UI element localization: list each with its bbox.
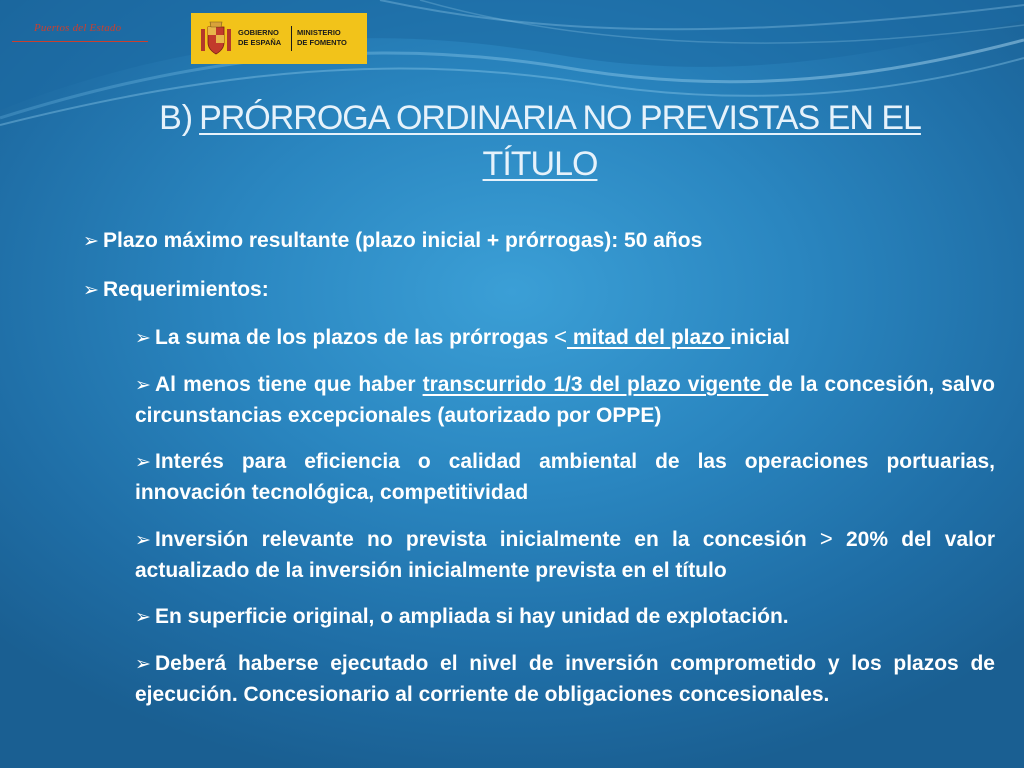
arrow-bullet-icon: ➢ (83, 280, 99, 301)
sub-bullet-item: ➢ Deberá haberse ejecutado el nivel de inversión comprometido y los plazos de ejecución. Concesionario al corriente de obligaciones concesionales. (135, 652, 995, 706)
arrow-bullet-icon: ➢ (135, 328, 151, 349)
title-line-1: PRÓRROGA ORDINARIA NO PREVISTAS EN EL (199, 99, 921, 137)
puertos-logo-text: Puertos del Estado (34, 22, 122, 34)
title-line-2: TÍTULO (482, 145, 598, 183)
gobierno-label: GOBIERNO DE ESPAÑA (238, 28, 282, 47)
title-prefix: B) (159, 99, 194, 137)
puertos-del-estado-logo (12, 22, 152, 46)
sub-bullet-item: ➢ Interés para eficiencia o calidad ambiental de las operaciones portuarias, innovación tecnológica, competitividad (135, 450, 995, 504)
slide-title (130, 95, 950, 187)
bullet-list (83, 226, 995, 725)
arrow-bullet-icon: ➢ (135, 452, 151, 473)
arrow-bullet-icon: ➢ (135, 530, 151, 551)
gobierno-ministerio-logo (191, 13, 367, 64)
sub-bullet-item: ➢ Al menos tiene que haber transcurrido 1/3 del plazo vigente de la concesión, salvo circunstancias excepcionales (autorizado por OPPE) (135, 373, 995, 427)
sub-bullet-item: ➢ Inversión relevante no prevista inicialmente en la concesión > 20% del valor actualizado de la inversión inicialmente prevista en el título (135, 526, 996, 582)
bullet-item: ➢ Plazo máximo resultante (plazo inicial + prórrogas): 50 años (83, 226, 995, 257)
arrow-bullet-icon: ➢ (83, 231, 99, 252)
arrow-bullet-icon: ➢ (135, 375, 151, 396)
ministerio-label: MINISTERIO DE FOMENTO (297, 28, 347, 47)
logo-divider (291, 26, 292, 51)
puertos-logo-underline (12, 41, 148, 42)
coat-of-arms-icon (199, 21, 233, 57)
arrow-bullet-icon: ➢ (135, 607, 151, 628)
sub-bullet-item: ➢ En superficie original, o ampliada si hay unidad de explotación. (135, 602, 995, 633)
sub-bullet-item: ➢ La suma de los plazos de las prórrogas < mitad del plazo inicial (135, 322, 995, 354)
arrow-bullet-icon: ➢ (135, 654, 151, 675)
bullet-item: ➢ Requerimientos: (83, 275, 995, 306)
